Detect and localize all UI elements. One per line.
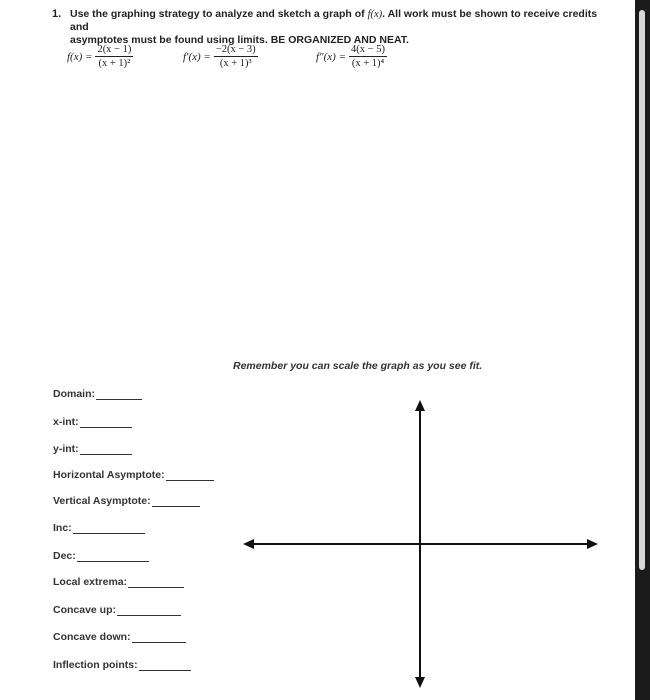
inflection-points-label: Inflection points:	[53, 659, 138, 671]
formula-f-double-prime-denominator: (x + 1)⁴	[351, 58, 385, 69]
decreasing-label: Dec:	[53, 550, 76, 562]
formula-f-denominator: (x + 1)²	[98, 58, 131, 69]
x-intercept-label: x-int:	[53, 416, 79, 428]
scale-note: Remember you can scale the graph as you see fit.	[233, 360, 483, 372]
local-extrema-label: Local extrema:	[53, 576, 128, 588]
formula-f-prime-lhs: f′(x) =	[183, 50, 211, 63]
vertical-asymptote-label: Vertical Asymptote:	[53, 495, 151, 507]
concave-down-label: Concave down:	[53, 631, 131, 643]
formula-f-double-prime-numerator: 4(x − 5)	[351, 44, 385, 55]
increasing-label: Inc:	[53, 522, 72, 534]
domain-label: Domain:	[53, 388, 95, 400]
x-axis-left-arrow	[243, 539, 254, 549]
formula-f-double-prime-lhs: f″(x) =	[316, 50, 347, 63]
scrollbar-thumb[interactable]	[639, 10, 645, 570]
y-intercept-label: y-int:	[53, 443, 79, 455]
horizontal-asymptote-label: Horizontal Asymptote:	[53, 469, 165, 481]
formula-f-lhs: f(x) =	[67, 50, 93, 63]
formula-f-prime-numerator: −2(x − 3)	[215, 44, 256, 55]
formula-f-numerator: 2(x − 1)	[97, 44, 132, 55]
formula-f-prime-denominator: (x + 1)³	[219, 58, 252, 69]
x-axis-right-arrow	[587, 539, 598, 549]
concave-up-label: Concave up:	[53, 604, 117, 616]
question-line1-end: . All work must be shown to receive credits and	[70, 8, 598, 33]
question-number: 1.	[52, 8, 62, 20]
question-line1-start: Use the graphing strategy to analyze and sketch a graph of	[70, 8, 368, 20]
function-symbol: f(x)	[367, 9, 383, 20]
y-axis-down-arrow	[415, 677, 425, 688]
question-line2: asymptotes must be found using limits. BE ORGANIZED AND NEAT.	[70, 34, 409, 46]
y-axis-up-arrow	[415, 400, 425, 411]
